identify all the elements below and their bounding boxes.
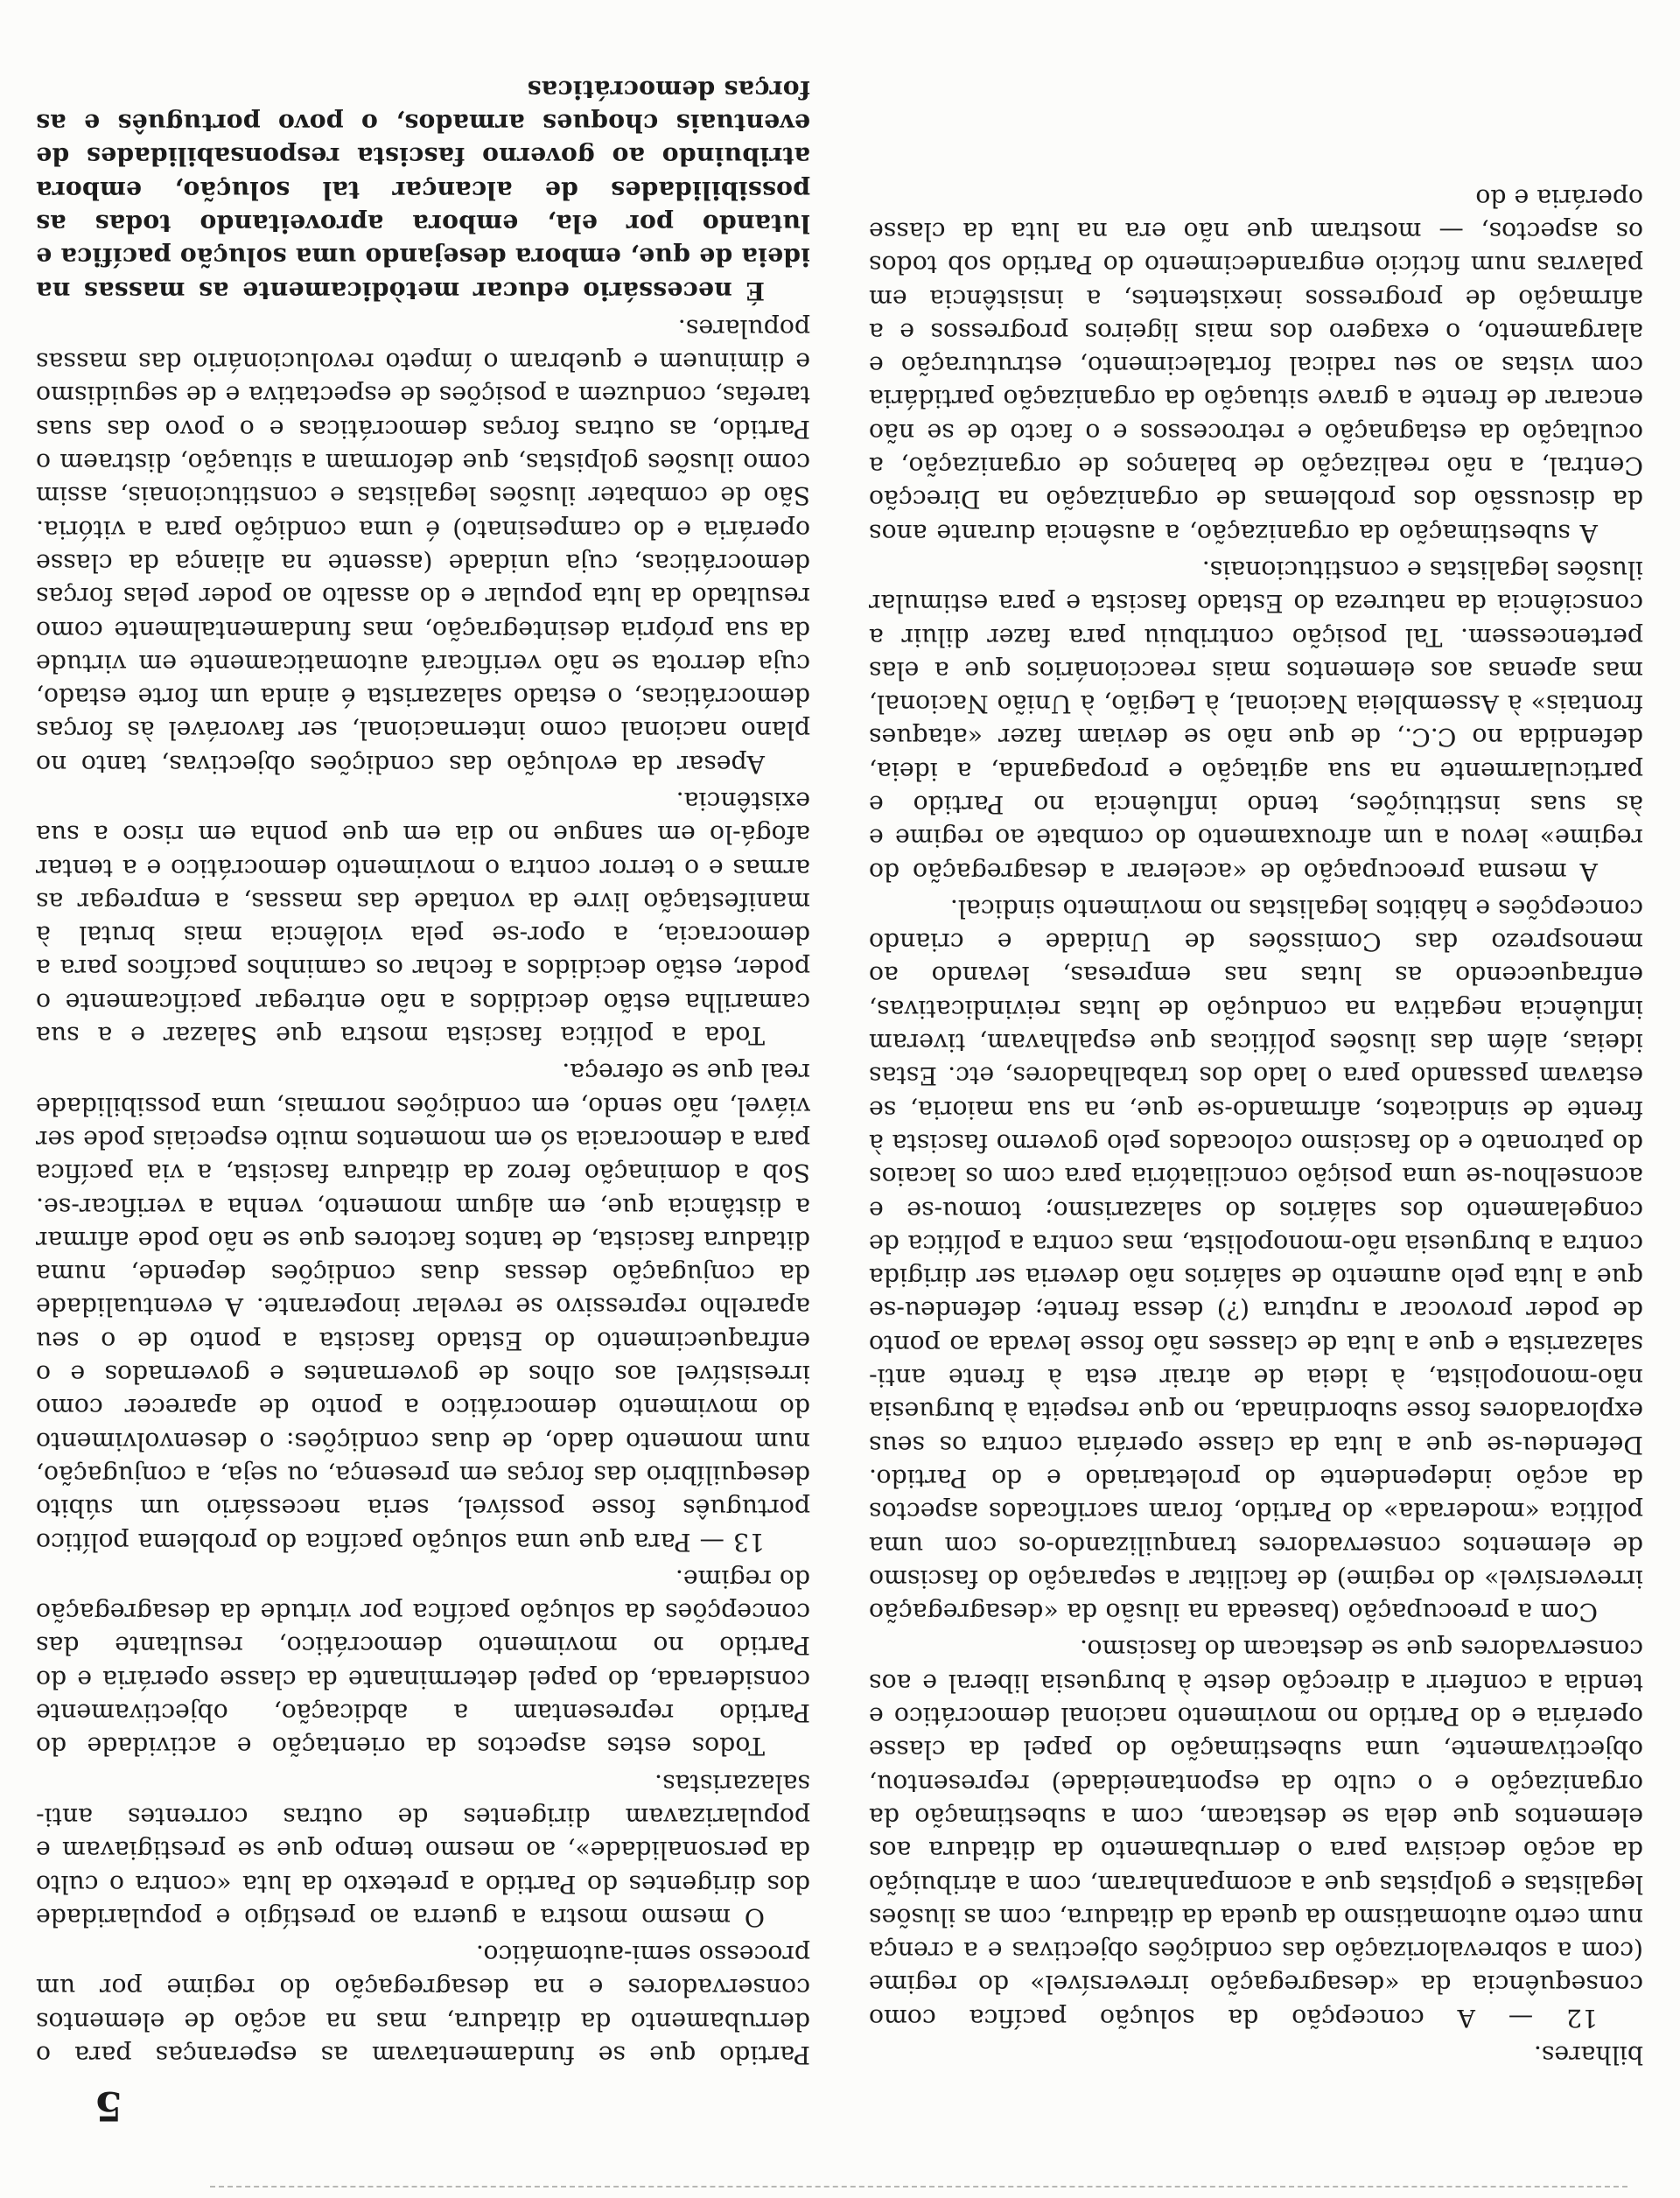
paragraph: É necessário educar metòdicamente as massas na ideia de que, embora desejando uma solução pacífica e lutando por ela, embora aproveitando todas as possibilidades de alcançar tal solução, embora atribuindo ao governo fascista responsabilidades de eventuais choques armados, o povo português e as forças democráticas bbox=[36, 74, 810, 306]
text-column-right bbox=[36, 67, 810, 2071]
paragraph: 12 — A concepção da solução pacífica como consequência da «desagregação irreversível» do regime (com a sobrevalorização das condições objectivas e a crença num certo automatismo da queda da ditadura, com as ilusões legalistas e golpistas que a acompanharam, com a atribuição da acção decisiva para o derrubamento da ditadura aos elementos que dela se destacam, com a subestimação da organização e o culto da espontaneidade) representou, objectivamente, uma subestimação do papel da classe operária e do Partido no movimento nacional democrático e tendia a conferir a direcção deste à burguesia liberal e aos conservadores que se destacam do fascismo. bbox=[869, 1634, 1643, 2033]
paragraph: Toda a política fascista mostra que Salazar e a sua camarilha estão decididos a não entregar pacificamente o poder, estão decididos a fechar os caminhos pacíficos para a democracia, a opor-se pela violência mais brutal à manifestação livre da vontade das massas, a empregar as armas e o terror contra o movimento democrático e a tentar afogá-lo em sangue no dia em que ponha em risco a sua existência. bbox=[36, 787, 810, 1051]
paragraph: Todos estes aspectos da orientação e actividade do Partido representam a abdicação, objectivamente considerada, do papel determinante da classe operária e do Partido no movimento democrático, resultante das concepções da solução pacífica por virtude da desagregação do regime. bbox=[36, 1564, 810, 1761]
paragraph: bilhares. bbox=[1533, 2040, 1643, 2069]
paragraph: A mesma preocupação de «acelerar a desagregação do regime» levou a um afrouxamento do combate ao regime e às suas instituições, tendo influência no Partido e particularmente na sua agitação e propaganda, a ideia, defendida no C.C., de que não se deviam fazer «ataques frontais» à Assembleia Nacional, à Legião, à União Nacional, mas apenas aos elementos mais reaccionários que a elas pertencessem. Tal posição contribuiu para fazer diluir a consciência da natureza do Estado fascista e para estimular ilusões legalistas e constitucionais. bbox=[869, 555, 1643, 886]
page-number: 5 bbox=[94, 2082, 122, 2130]
paragraph: Com a preocupação (baseada na ilusão da «desagregação irreversível» do regime) de facilitar a separação do fascismo de elementos conservadores tranquilizando-os com uma política «moderada» do Partido, foram sacrificados aspectos da acção independente do proletariado e do Partido. Defendeu-se que a luta da classe operária contra os seus exploradores fosse subordinada, no que respeita à burguesia não-monopolista, à ideia de atrair esta à frente anti-salazarista e que a luta de classes não fosse levada ao ponto de poder provocar a ruptura (?) dessa frente; defendeu-se que a luta pelo aumento de salários não deveria ser dirigida contra a burguesia não-monopolista, mas contra a política de congelamento dos salários do salazarismo; tomou-se e aconselhou-se uma posição conciliatória para com os lacaios do patronato e do fascismo colocados pelo governo fascista à frente de sindicatos, afirmando-se que, na sua maioria, se estavam passando para o lado dos trabalhadores, etc. Estas ideias, além das ilusões políticas que espalhavam, tiveram influência negativa na condução de lutas reivindicativas, enfraquecendo as lutas nas empresas, levando ao menosprezo das Comissões de Unidade e criando concepções e hábitos legalistas no movimento sindical. bbox=[869, 893, 1643, 1628]
paragraph: Partido que se fundamentavam as esperanças para o derrubamento da ditadura, mas na acção de elementos conservadores e na desagregação do regime por um processo semi-automático. bbox=[36, 1940, 810, 2069]
text-column-left bbox=[869, 67, 1643, 2071]
paragraph: Apesar da evolução das condições objectivas, tanto no plano nacional como internacional, ser favorável às forças democráticas, o estado salazarista é ainda um forte estado, cuja derrota se não verificará automaticamente em virtude da sua própria desintegração, mas fundamentalmente como resultado da luta popular e do assalto ao poder pelas forças democráticas, cuja unidade (assente na aliança da classe operária e do campesinato) é uma condição para a vitória. São de combater ilusões legalistas e constitucionais, assim como ilusões golpistas, que deformam a situação, distraem o Partido, as outras forças democráticas e o povo das suas tarefas, conduzem a posições de espectativa e de seguidismo e diminuem e quebram o ímpeto revolucionário das massas populares. bbox=[36, 313, 810, 779]
paragraph: A subestimação da organização, a ausência durante anos da discussão dos problemas de organização na Direcção Central, a não realização de balanços de organização, a ocultação da estagnação e retrocessos e o facto de se não encarar de frente a grave situação da organização partidária com vistas ao seu radical fortalecimento, estruturação e alargamento, o exagero dos mais ligeiros progressos e a afirmação de progressos inexistentes, a insistência em palavras num fictício engrandecimento do Partido sob todos os aspectos, — mostram que não era na luta da classe operária e do bbox=[869, 183, 1643, 548]
paragraph: O mesmo mostra a guerra ao prestígio e popularidade dos dirigentes do Partido a pretexto da luta «contra o culto da personalidade», ao mesmo tempo que se prestigiavam e popularizavam dirigentes de outras correntes anti-salazaristas. bbox=[36, 1768, 810, 1932]
paragraph: 13 — Para que uma solução pacífica do problema político português fosse possível, seria necessário um súbito desequilíbrio das forças em presença, ou seja, a conjugação, num momento dado, de duas condições: o desenvolvimento do movimento democrático a ponto de aparecer como irresistível aos olhos de governantes e governados e o enfraquecimento do Estado fascista a ponto de o seu aparelho repressivo se revelar inoperante. A eventualidade da conjugação dessas duas condições depende, numa ditadura fascista, de tantos factores que se não pode afirmar a distância que, em algum momento, venha a verificar-se. Sob a dominação feroz da ditadura fascista, a via pacífica para a democracia só em momentos muito especiais pode ser viável, não sendo, em condições normais, uma possibilidade real que se ofereça. bbox=[36, 1058, 810, 1557]
page-edge-rule bbox=[210, 2186, 1628, 2188]
